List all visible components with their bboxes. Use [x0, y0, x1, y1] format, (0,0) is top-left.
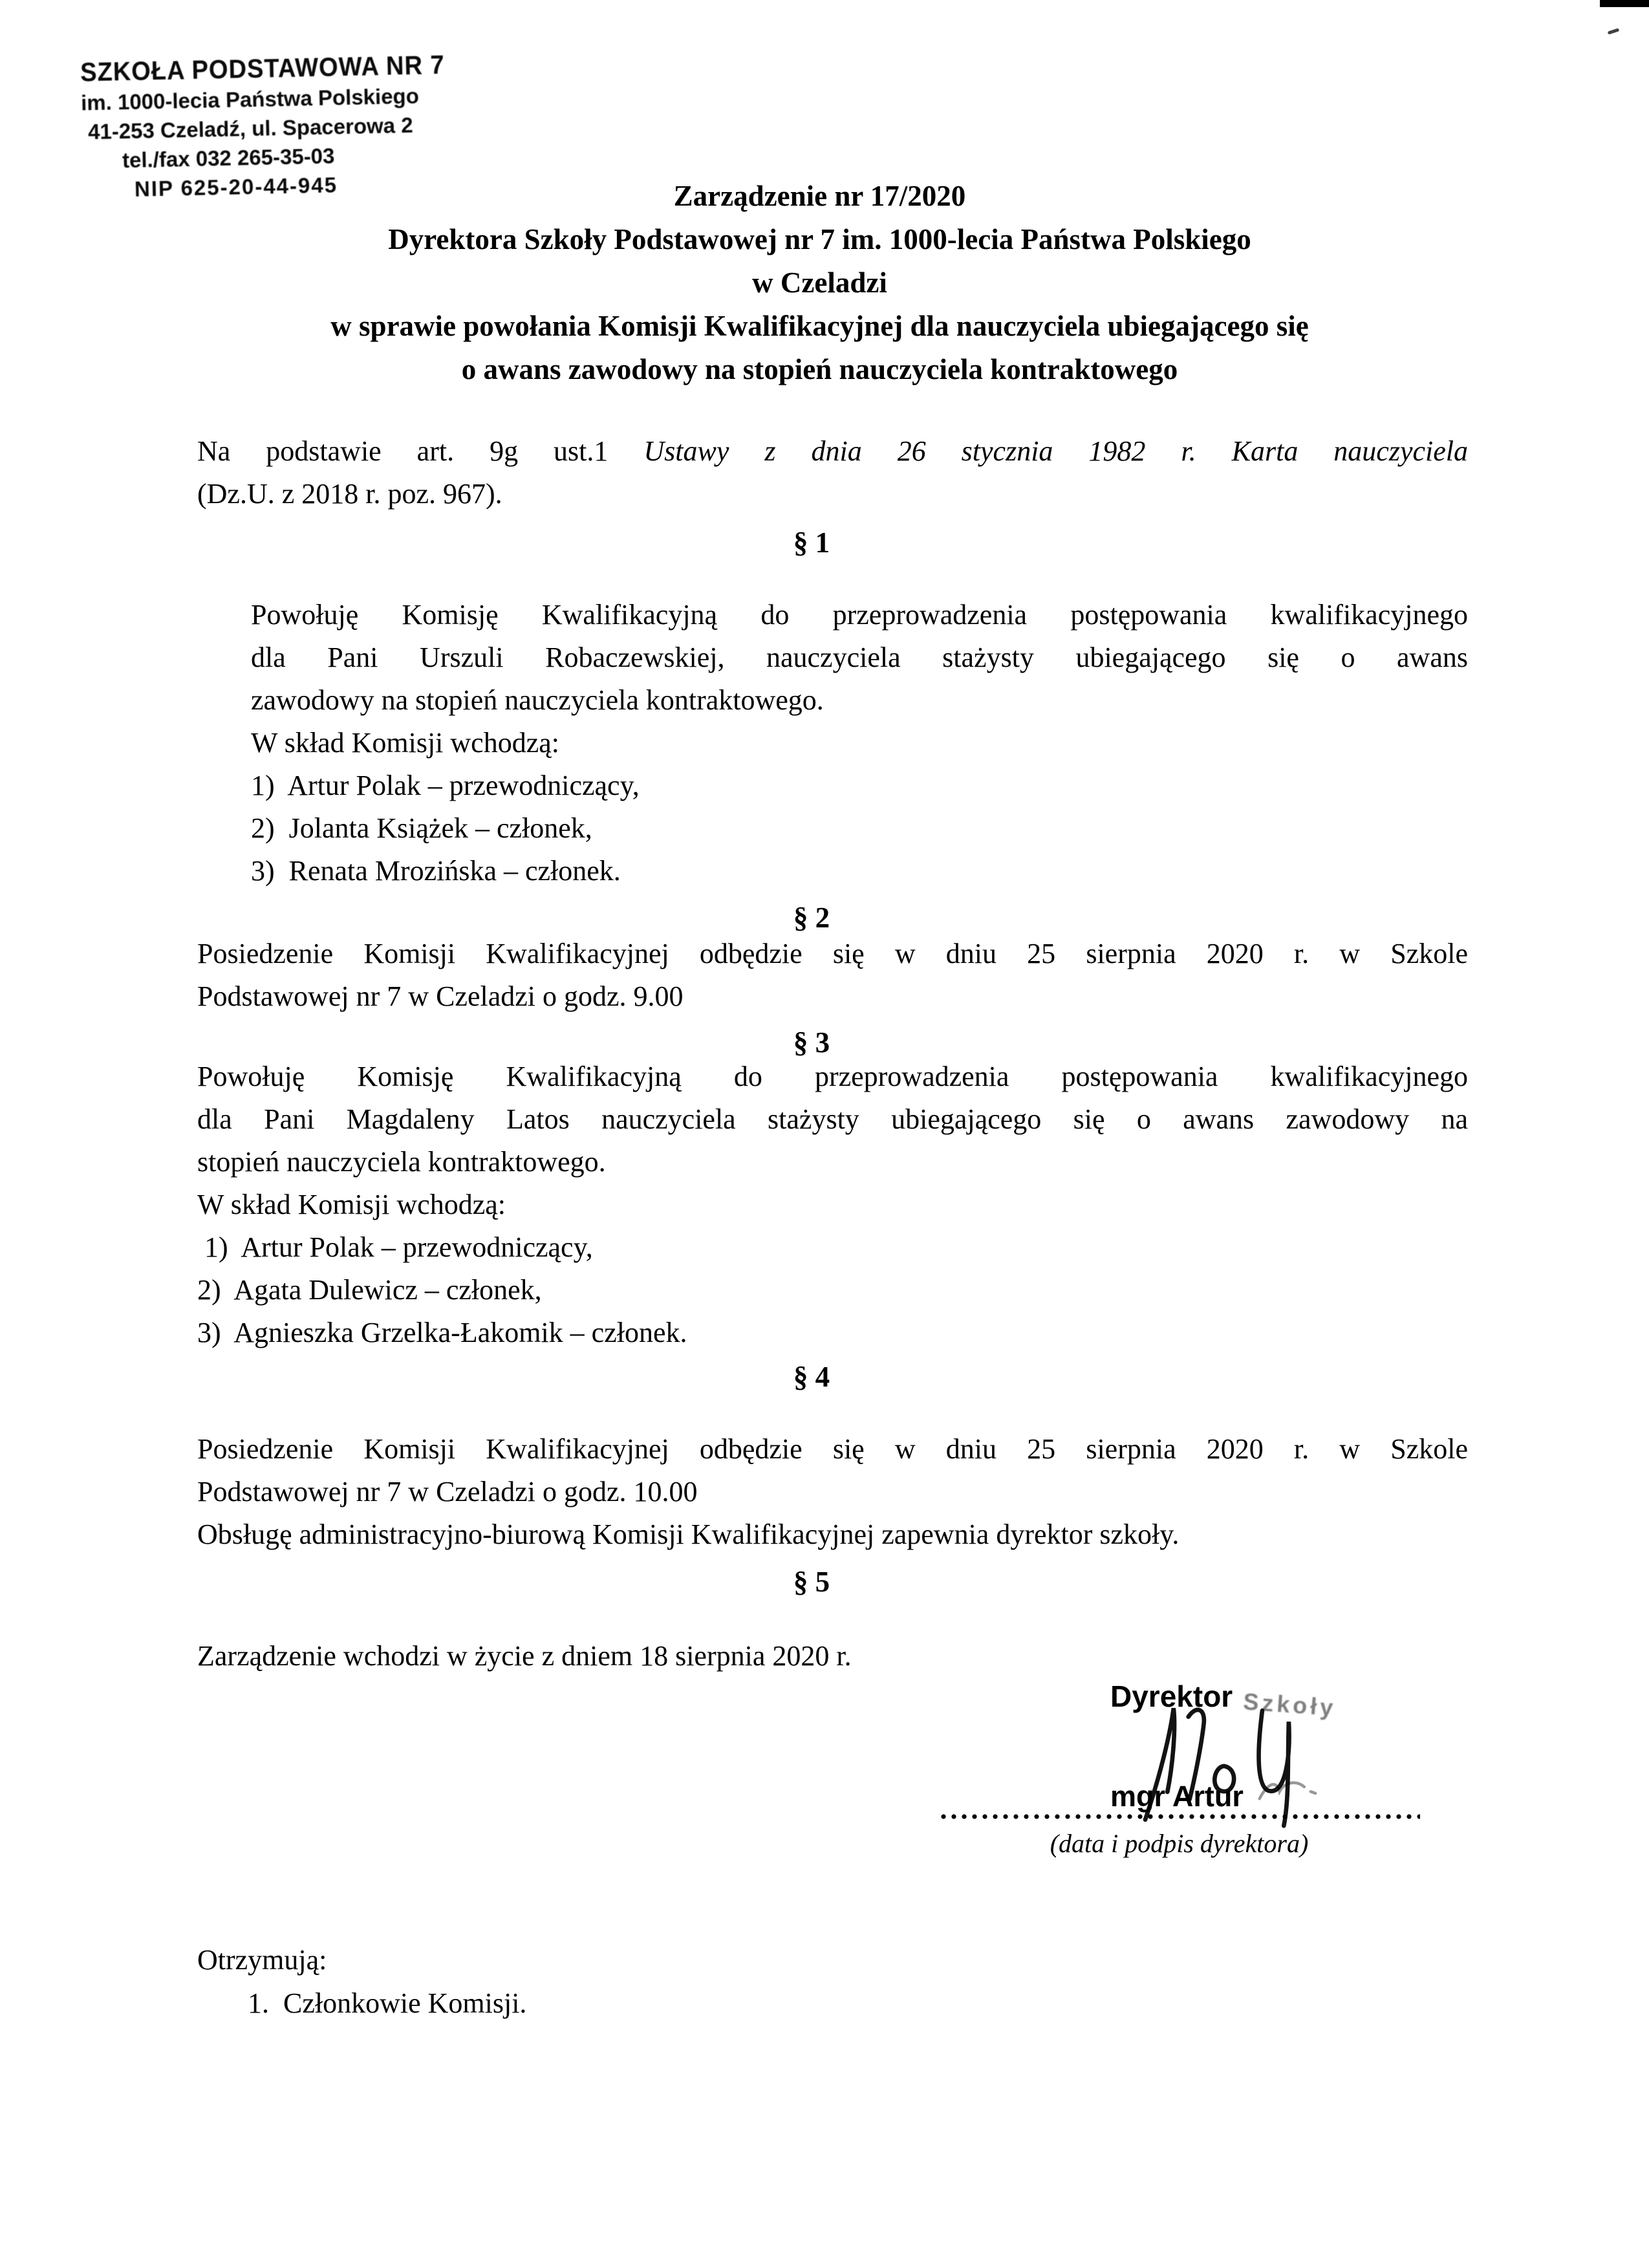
- legal-basis-normal: Na podstawie art. 9g ust.1: [197, 435, 609, 467]
- committee-member-item: 3) Agnieszka Grzelka-Łakomik – członek.: [197, 1317, 687, 1348]
- committee-member-item: 1) Artur Polak – przewodniczący,: [197, 1231, 593, 1263]
- section-1-body: [251, 594, 1468, 892]
- section-1-line: W skład Komisji wchodzą:: [251, 727, 559, 759]
- section-3-heading: § 3: [793, 1026, 830, 1059]
- section-2-body: [197, 933, 1468, 1018]
- legal-basis-act-italic: Ustawy z dnia 26 stycznia 1982 r. Karta nauczyciela: [643, 435, 1468, 467]
- stamp-phone: tel./fax 032 265-35-03: [122, 144, 335, 173]
- stamp-address: 41-253 Czeladź, ul. Spacerowa 2: [87, 113, 413, 144]
- section-5-heading: § 5: [793, 1566, 830, 1598]
- section-3-line: stopień nauczyciela kontraktowego.: [197, 1146, 606, 1178]
- faint-surname-scribble: [1251, 1774, 1329, 1806]
- scan-artifact-bar: [1600, 0, 1649, 7]
- scan-artifact-speck: [1608, 28, 1620, 34]
- stamp-nip: NIP 625-20-44-945: [134, 173, 338, 201]
- section-3-line: Powołuję Komisję Kwalifikacyjną do przeprowadzenia postępowania kwalifikacyjnego: [197, 1061, 1468, 1092]
- section-5-line: Zarządzenie wchodzi w życie z dniem 18 sierpnia 2020 r.: [197, 1640, 852, 1672]
- section-1-line: dla Pani Urszuli Robaczewskiej, nauczyciela stażysty ubiegającego się o awans: [251, 642, 1468, 673]
- section-3-line: W skład Komisji wchodzą:: [197, 1189, 506, 1220]
- signature-dotted-line: [938, 1813, 1420, 1820]
- committee-member-item: 3) Renata Mrozińska – członek.: [251, 855, 621, 887]
- title-line-city: w Czeladzi: [752, 266, 887, 299]
- section-3-line: dla Pani Magdaleny Latos nauczyciela stażysty ubiegającego się o awans zawodowy na: [197, 1103, 1468, 1135]
- section-1-heading: § 1: [793, 526, 830, 559]
- recipients-label: Otrzymują:: [197, 1944, 327, 1976]
- director-role-faint-text: Szkoły: [1242, 1688, 1337, 1722]
- section-4-line: Obsługę administracyjno-biurową Komisji Kwalifikacyjnej zapewnia dyrektor szkoły.: [197, 1518, 1180, 1550]
- title-line-number: Zarządzenie nr 17/2020: [673, 180, 966, 212]
- section-1-line: zawodowy na stopień nauczyciela kontraktowego.: [251, 684, 824, 716]
- section-5-body: [197, 1635, 1468, 1678]
- title-line-issuer: Dyrektora Szkoły Podstawowej nr 7 im. 1000-lecia Państwa Polskiego: [388, 223, 1251, 255]
- title-line-subject-2: o awans zawodowy na stopień nauczyciela kontraktowego: [461, 353, 1178, 385]
- legal-basis-line-2: (Dz.U. z 2018 r. poz. 967).: [197, 478, 502, 510]
- director-name-stamp: [1110, 1774, 1329, 1813]
- director-name-text: mgr Artur: [1110, 1780, 1244, 1813]
- signature-block: [938, 1675, 1420, 1888]
- section-4-line: Posiedzenie Komisji Kwalifikacyjnej odbędzie się w dniu 25 sierpnia 2020 r. w Szkole: [197, 1433, 1468, 1465]
- title-line-subject-1: w sprawie powołania Komisji Kwalifikacyjnej dla nauczyciela ubiegającego się: [330, 310, 1309, 342]
- section-2-heading: § 2: [793, 902, 830, 934]
- legal-basis-line-1: [197, 430, 1468, 473]
- committee-member-item: 1) Artur Polak – przewodniczący,: [251, 770, 640, 801]
- recipients-item: 1. Członkowie Komisji.: [248, 1987, 527, 2019]
- director-role-text: Dyrektor: [1110, 1679, 1233, 1713]
- section-4-heading: § 4: [793, 1361, 830, 1393]
- legal-basis-paragraph: [197, 430, 1468, 515]
- signature-caption: (data i podpis dyrektora): [1050, 1829, 1309, 1858]
- committee-member-item: 2) Jolanta Książek – członek,: [251, 812, 592, 844]
- committee-member-item: 2) Agata Dulewicz – członek,: [197, 1274, 542, 1306]
- section-4-line: Podstawowej nr 7 w Czeladzi o godz. 10.00: [197, 1476, 698, 1507]
- stamp-patron: im. 1000-lecia Państwa Polskiego: [80, 83, 420, 115]
- section-4-body: [197, 1428, 1468, 1556]
- section-3-body: [197, 1055, 1468, 1354]
- stamp-school-name: SZKOŁA PODSTAWOWA NR 7: [80, 49, 446, 87]
- section-2-line: Posiedzenie Komisji Kwalifikacyjnej odbędzie się w dniu 25 sierpnia 2020 r. w Szkole: [197, 938, 1468, 969]
- section-1-line: Powołuję Komisję Kwalifikacyjną do przeprowadzenia postępowania kwalifikacyjnego: [251, 599, 1468, 631]
- section-2-line: Podstawowej nr 7 w Czeladzi o godz. 9.00: [197, 980, 684, 1012]
- document-title: [194, 175, 1445, 391]
